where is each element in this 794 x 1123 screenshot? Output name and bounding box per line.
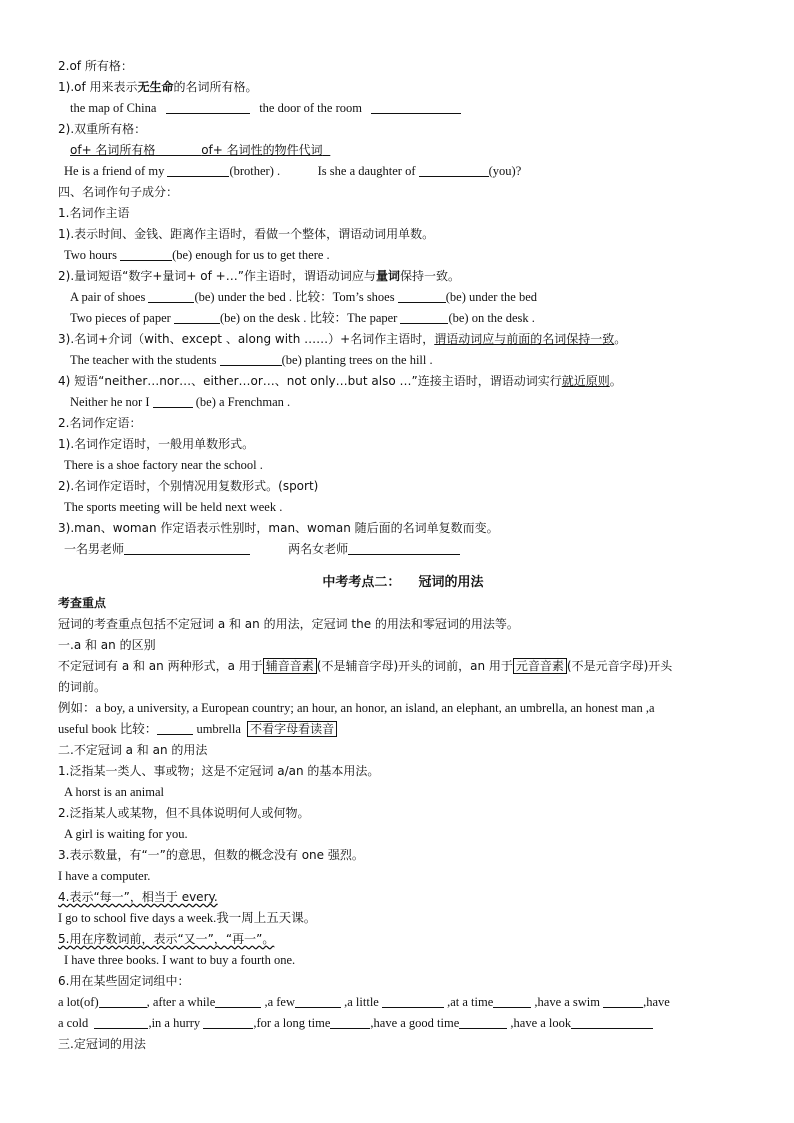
vowel-sound-box: 元音音素 xyxy=(513,658,567,674)
example-of-inanimate: the map of China the door of the room xyxy=(58,98,748,119)
usage-1-example: A horst is an animal xyxy=(64,785,164,799)
answer-blank[interactable] xyxy=(398,289,446,303)
section-title-of-possessive: 2.of 所有格： xyxy=(58,59,133,73)
answer-blank[interactable] xyxy=(167,163,229,177)
usage-5-example: I have three books. I want to buy a fourth one. xyxy=(64,953,296,967)
answer-blank[interactable] xyxy=(94,1015,148,1029)
subsection-a-an-difference: 一.a 和 an 的区别 xyxy=(58,638,156,652)
section-title-noun-components: 四、名词作句子成分： xyxy=(58,185,179,199)
answer-blank[interactable] xyxy=(493,994,531,1008)
usage-5: 5.用在序数词前，表示“又一”，“再一”。 xyxy=(58,932,275,946)
fixed-phrases-line-2: a cold ,in a hurry ,for a long time ,have a good time ,have a look xyxy=(58,1013,748,1034)
example-attribute-singular: There is a shoe factory near the school . xyxy=(64,458,263,472)
answer-blank[interactable] xyxy=(330,1015,370,1029)
example-a-an-compare: useful book 比较： umbrella 不看字母看读音 xyxy=(58,719,748,740)
answer-blank[interactable] xyxy=(157,721,193,735)
answer-blank[interactable] xyxy=(203,1015,253,1029)
answer-blank[interactable] xyxy=(148,289,194,303)
subsection-definite-usage: 三.定冠词的用法 xyxy=(58,1037,146,1051)
rule-time-money: 1).表示时间、金钱、距离作主语时，看做一个整体，谓语动词用单数。 xyxy=(58,227,435,241)
rule-of-inanimate: 1).of 用来表示无生命的名词所有格。 xyxy=(58,80,258,94)
subsection-indefinite-usage: 二.不定冠词 a 和 an 的用法 xyxy=(58,743,208,757)
answer-blank[interactable] xyxy=(153,394,193,408)
answer-blank[interactable] xyxy=(571,1015,653,1029)
rule-quantifier: 2).量词短语“数字+量词+ of +…”作主语时，谓语动词应与量词保持一致。 xyxy=(58,269,460,283)
usage-6: 6.用在某些固定词组中： xyxy=(58,974,190,988)
usage-1: 1.泛指某一类人、事或物；这是不定冠词 a/an 的基本用法。 xyxy=(58,764,380,778)
answer-blank[interactable] xyxy=(215,994,261,1008)
example-attribute-plural: The sports meeting will be held next week . xyxy=(64,500,283,514)
example-time-money: Two hours (be) enough for us to get there . xyxy=(64,248,330,262)
section-heading-articles: 中考考点二： 冠词的用法 xyxy=(322,575,484,590)
focus-heading: 考查重点 xyxy=(58,596,107,610)
example-preposition-phrase: The teacher with the students (be) planting trees on the hill . xyxy=(70,353,433,367)
answer-blank[interactable] xyxy=(419,163,489,177)
rule-preposition-phrase: 3).名词+介词（with、except 、along with ……）+名词作主语时，谓语动词应与前面的名词保持一致。 xyxy=(58,332,627,346)
pronunciation-note-box: 不看字母看读音 xyxy=(247,721,337,737)
rule-proximity: 4) 短语“neither…nor…、either…or…、not only…but also …”连接主语时，谓语动词实行就近原则。 xyxy=(58,374,622,388)
answer-blank[interactable] xyxy=(174,310,220,324)
answer-blank[interactable] xyxy=(99,994,147,1008)
usage-4-example: I go to school five days a week.我一周上五天课。 xyxy=(58,911,317,925)
document-page xyxy=(58,56,748,1055)
answer-blank[interactable] xyxy=(459,1015,507,1029)
example-quantifier-1: A pair of shoes (be) under the bed . 比较：Tom’s shoes (be) under the bed xyxy=(70,290,538,304)
example-double-possessive: He is a friend of my (brother) . Is she a daughter of (you)? xyxy=(64,164,522,178)
rule-attribute-gender: 3).man、woman 作定语表示性别时，man、woman 随后面的名词单复数而变。 xyxy=(58,521,499,535)
answer-blank[interactable] xyxy=(124,541,250,555)
example-quantifier-2: Two pieces of paper (be) on the desk . 比较：The paper (be) on the desk . xyxy=(70,311,535,325)
answer-blank[interactable] xyxy=(166,100,250,114)
rule-a-an-cont: 的词前。 xyxy=(58,680,107,694)
usage-3-example: I have a computer. xyxy=(58,869,151,883)
fixed-phrases-line-1: a lot(of) , after a while ,a few ,a little ,at a time ,have a swim ,have xyxy=(58,995,670,1009)
answer-blank[interactable] xyxy=(400,310,448,324)
subsection-noun-attribute: 2.名词作定语： xyxy=(58,416,142,430)
subsection-noun-subject: 1.名词作主语 xyxy=(58,206,130,220)
usage-3: 3.表示数量，有“一”的意思，但数的概念没有 one 强烈。 xyxy=(58,848,364,862)
usage-4: 4.表示“每一”，相当于 every. xyxy=(58,890,218,904)
answer-blank[interactable] xyxy=(603,994,643,1008)
usage-2: 2.泛指某人或某物，但不具体说明何人或何物。 xyxy=(58,806,310,820)
double-possessive-formula: of+ 名词所有格 of+ 名词性的物件代词 xyxy=(70,143,323,157)
example-a-an: 例如：a boy, a university, a European country; an hour, an honor, an island, an elephant, an umbrella, an honest man ,a xyxy=(58,701,655,715)
answer-blank[interactable] xyxy=(382,994,444,1008)
answer-blank[interactable] xyxy=(371,100,461,114)
consonant-sound-box: 辅音音素 xyxy=(263,658,317,674)
rule-attribute-singular: 1).名词作定语时，一般用单数形式。 xyxy=(58,437,255,451)
example-attribute-gender: 一名男老师 两名女老师 xyxy=(58,539,748,560)
usage-2-example: A girl is waiting for you. xyxy=(64,827,188,841)
answer-blank[interactable] xyxy=(220,352,282,366)
example-proximity: Neither he nor I (be) a Frenchman . xyxy=(70,395,291,409)
rule-attribute-plural: 2).名词作定语时，个别情况用复数形式。(sport) xyxy=(58,479,319,493)
answer-blank[interactable] xyxy=(120,247,172,261)
rule-double-possessive: 2).双重所有格： xyxy=(58,122,147,136)
rule-a-an: 不定冠词有 a 和 an 两种形式，a 用于 辅音音素 (不是辅音字母)开头的词前，an 用于 元音音素 (不是元音字母)开头 xyxy=(58,659,673,673)
answer-blank[interactable] xyxy=(348,541,460,555)
answer-blank[interactable] xyxy=(295,994,341,1008)
articles-intro: 冠词的考查重点包括不定冠词 a 和 an 的用法，定冠词 the 的用法和零冠词的用法等。 xyxy=(58,617,519,631)
